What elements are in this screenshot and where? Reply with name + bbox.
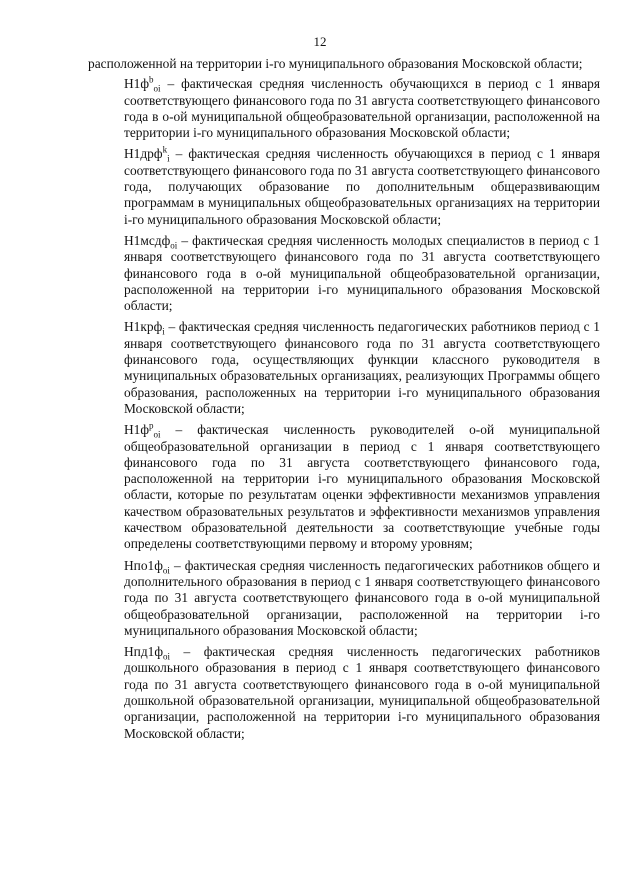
page-number: 12	[313, 34, 327, 49]
definition-text: – фактическая средняя численность педагогических работников общего и дополнительного образования в период с 1 января соответствующего финансового года по 31 августа соответствующего финансового года в о-ой муниципальной общеобразовательной организации, расположенной на территории i-го муниципального образования Московской области;	[124, 557, 600, 638]
document-body	[88, 56, 600, 747]
formula-symbol: Н1дрф$^k_i$	[124, 145, 170, 165]
definition-text: – фактическая средняя численность обучающихся в период с 1 января соответствующего финансового года по 31 августа соответствующего финансового года в о-ой муниципальной общеобразовательной организации, расположенной на территории i-го муниципального образования Московской области;	[124, 76, 600, 141]
formula-symbol: $Н1ф^p_{oi}$	[124, 420, 161, 440]
formula-symbol: $Нпо1ф_{oi}$	[124, 557, 170, 576]
definition-text: – фактическая численность руководителей о-ой муниципальной общеобразовательной организации в период с 1 января соответствующего финансового года по 31 августа соответствующего финансового года, расположенной на территории i-го муниципального образования Московской области, которые по результатам оценки эффективности механизмов управления качеством образовательных результатов и эффективности механизмов управления качеством образовательной деятельности за соответствующие учебные годы определены соответствующими первому и второму уровням;	[124, 422, 600, 552]
definition-text: – фактическая средняя численность педагогических работников период с 1 января соответствующего финансового года по 31 августа соответствующего финансового года, осуществляющих функции классного руководителя в муниципальных образовательных организациях, реализующих Программы общего образования, расположенных на территории i-го муниципального образования Московской области;	[124, 319, 600, 416]
definition-paragraph	[88, 558, 600, 639]
definition-paragraph	[88, 76, 600, 141]
formula-symbol: $Н1ф^b_{oi}$	[124, 74, 161, 94]
intro-paragraph: расположенной на территории i-го муниципального образования Московской области;	[88, 56, 583, 71]
formula-symbol: Н1мсдф$_{oi}$	[124, 232, 178, 251]
definition-paragraph	[88, 422, 600, 552]
formula-symbol: Н1крф$_i$	[124, 319, 165, 338]
definition-paragraph	[88, 319, 600, 417]
definition-text: – фактическая средняя численность молодых специалистов в период с 1 января соответствующего финансового года по 31 августа соответствующего финансового года в о-ой муниципальной общеобразовательной организации, расположенной на территории i-го муниципального образования Московской области;	[124, 232, 600, 314]
definition-paragraph	[88, 146, 600, 227]
definition-paragraph	[88, 233, 600, 314]
formula-symbol: $Нпд1ф_{oi}$	[124, 644, 171, 662]
definition-text: – фактическая средняя численность обучающихся в период с 1 января соответствующего финансового года по 31 августа соответствующего финансового года, получающих образование по дополнительным общеразвивающим программам в муниципальных общеобразовательных организациях на территории i-го муниципального образования Московской области;	[124, 146, 600, 227]
definition-paragraph	[88, 644, 600, 742]
definition-text: – фактическая средняя численность педагогических работников дошкольного образования в период с 1 января соответствующего финансового года по 31 августа соответствующего финансового года в о-ой муниципальной дошкольной образовательной организации, муниципальной общеобразовательной организации, расположенной на территории i-го муниципального образования Московской области;	[124, 644, 600, 741]
